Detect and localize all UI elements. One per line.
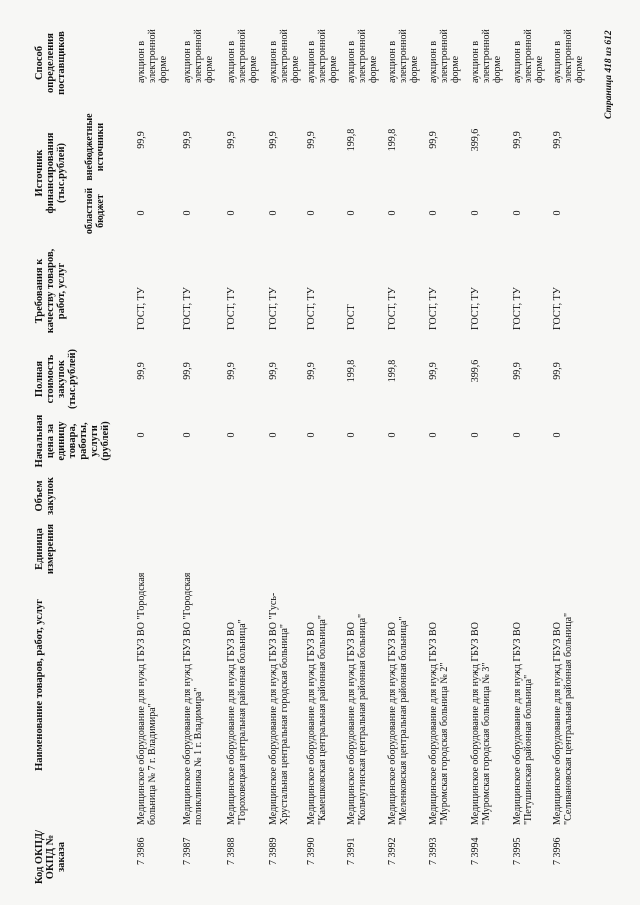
row-regional: 0 — [470, 210, 481, 216]
row-price: 0 — [428, 432, 439, 438]
row-total: 99,9 — [306, 362, 317, 380]
row-method: аукцион в электронной форме — [136, 29, 170, 83]
row-quality: ГОСТ, ТУ — [268, 287, 279, 330]
row-name: Медицинское оборудование для нужд ГБУЗ ВО "Гусь-Хрустальная центральная городская больница" — [268, 592, 291, 825]
row-code: 7 3989 — [268, 837, 279, 865]
row-nonbudget: 99,9 — [552, 131, 563, 149]
row-quality: ГОСТ, ТУ — [387, 287, 398, 330]
row-regional: 0 — [268, 210, 279, 216]
row-method: аукцион в электронной форме — [512, 29, 546, 83]
row-name: Медицинское оборудование для нужд ГБУЗ ВО "Муромская городская больница № 2" — [428, 622, 451, 825]
row-regional: 0 — [428, 210, 439, 216]
row-regional: 0 — [512, 210, 523, 216]
row-nonbudget: 99,9 — [428, 131, 439, 149]
row-total: 99,9 — [182, 362, 193, 380]
row-code: 7 3991 — [346, 837, 357, 865]
row-total: 99,9 — [268, 362, 279, 380]
row-total: 199,8 — [346, 359, 357, 383]
header-unit: Единица измерения — [34, 523, 56, 575]
row-name: Медицинское оборудование для нужд ГБУЗ ВО "Селивановская центральная районная больница" — [552, 612, 575, 825]
row-price: 0 — [470, 432, 481, 438]
header-volume: Объем закупок — [34, 477, 56, 515]
row-method: аукцион в электронной форме — [268, 29, 302, 83]
row-total: 399,6 — [470, 359, 481, 383]
row-code: 7 3990 — [306, 837, 317, 865]
header-code: Код ОКПД/ ОКПД № заказа — [34, 829, 67, 885]
row-total: 99,9 — [226, 362, 237, 380]
row-quality: ГОСТ, ТУ — [226, 287, 237, 330]
header-total-cost: Полная стоимость закупок (тыс.рублей) — [34, 348, 78, 409]
row-price: 0 — [182, 432, 193, 438]
row-quality: ГОСТ, ТУ — [470, 287, 481, 330]
row-quality: ГОСТ, ТУ — [512, 287, 523, 330]
row-regional: 0 — [136, 210, 147, 216]
row-nonbudget: 99,9 — [182, 131, 193, 149]
row-code: 7 3986 — [136, 837, 147, 865]
row-quality: ГОСТ — [346, 304, 357, 330]
row-price: 0 — [346, 432, 357, 438]
row-method: аукцион в электронной форме — [226, 29, 260, 83]
row-name: Медицинское оборудование для нужд ГБУЗ ВО "Петушинская районная больница" — [512, 622, 535, 825]
row-name: Медицинское оборудование для нужд ГБУЗ ВО "Гороховецкая центральная районная больница" — [226, 619, 249, 825]
header-quality: Требования к качеству товаров, работ, услуг — [34, 248, 67, 334]
row-method: аукцион в электронной форме — [552, 29, 586, 83]
row-quality: ГОСТ, ТУ — [306, 287, 317, 330]
row-total: 99,9 — [428, 362, 439, 380]
page-number: Страница 418 из 612 — [604, 30, 614, 119]
row-name: Медицинское оборудование для нужд ГБУЗ ВО "Муромская городская больница № 3" — [470, 622, 493, 825]
row-regional: 0 — [387, 210, 398, 216]
row-name: Медицинское оборудование для нужд ГБУЗ ВО "Камешковская центральная районная больница" — [306, 615, 329, 825]
row-method: аукцион в электронной форме — [428, 29, 462, 83]
row-regional: 0 — [346, 210, 357, 216]
row-total: 199,8 — [387, 359, 398, 383]
row-code: 7 3992 — [387, 837, 398, 865]
row-price: 0 — [387, 432, 398, 438]
row-name: Медицинское оборудование для нужд ГБУЗ ВО "Городская больница № 7 г. Владимира" — [136, 572, 159, 825]
row-method: аукцион в электронной форме — [346, 29, 380, 83]
header-funding-regional: областной бюджет — [84, 187, 106, 235]
row-price: 0 — [306, 432, 317, 438]
header-funding-nonbudget: внебюджетные источники — [84, 113, 106, 181]
row-total: 99,9 — [136, 362, 147, 380]
row-nonbudget: 199,8 — [387, 128, 398, 152]
row-total: 99,9 — [552, 362, 563, 380]
header-method: Способ определения поставщиков — [34, 31, 67, 95]
row-regional: 0 — [182, 210, 193, 216]
row-nonbudget: 199,8 — [346, 128, 357, 152]
row-code: 7 3996 — [552, 837, 563, 865]
row-method: аукцион в электронной форме — [387, 29, 421, 83]
row-method: аукцион в электронной форме — [182, 29, 216, 83]
row-nonbudget: 99,9 — [306, 131, 317, 149]
header-funding: Источник финансирования (тыс.рублей) — [34, 132, 67, 214]
row-method: аукцион в электронной форме — [306, 29, 340, 83]
row-quality: ГОСТ, ТУ — [552, 287, 563, 330]
row-regional: 0 — [306, 210, 317, 216]
row-code: 7 3994 — [470, 837, 481, 865]
row-price: 0 — [268, 432, 279, 438]
row-nonbudget: 399,6 — [470, 128, 481, 152]
row-code: 7 3993 — [428, 837, 439, 865]
row-total: 99,9 — [512, 362, 523, 380]
row-code: 7 3988 — [226, 837, 237, 865]
row-price: 0 — [136, 432, 147, 438]
row-price: 0 — [226, 432, 237, 438]
row-name: Медицинское оборудование для нужд ГБУЗ ВО "Городская поликлиника № 1 г. Владимира" — [182, 572, 205, 825]
row-code: 7 3987 — [182, 837, 193, 865]
row-nonbudget: 99,9 — [512, 131, 523, 149]
row-price: 0 — [512, 432, 523, 438]
row-method: аукцион в электронной форме — [470, 29, 504, 83]
row-regional: 0 — [226, 210, 237, 216]
row-quality: ГОСТ, ТУ — [136, 287, 147, 330]
header-name: Наименование товаров, работ, услуг — [34, 599, 45, 771]
row-nonbudget: 99,9 — [268, 131, 279, 149]
row-quality: ГОСТ, ТУ — [182, 287, 193, 330]
row-nonbudget: 99,9 — [136, 131, 147, 149]
row-nonbudget: 99,9 — [226, 131, 237, 149]
row-regional: 0 — [552, 210, 563, 216]
header-start-price: Начальная цена за единицу товара, работы, услуги (рублей) — [34, 414, 111, 468]
row-quality: ГОСТ, ТУ — [428, 287, 439, 330]
row-name: Медицинское оборудование для нужд ГБУЗ ВО "Кольчугинская центральная районная больница" — [346, 613, 369, 825]
row-name: Медицинское оборудование для нужд ГБУЗ ВО "Меленковская центральная районная больница" — [387, 616, 410, 825]
row-price: 0 — [552, 432, 563, 438]
row-code: 7 3995 — [512, 837, 523, 865]
